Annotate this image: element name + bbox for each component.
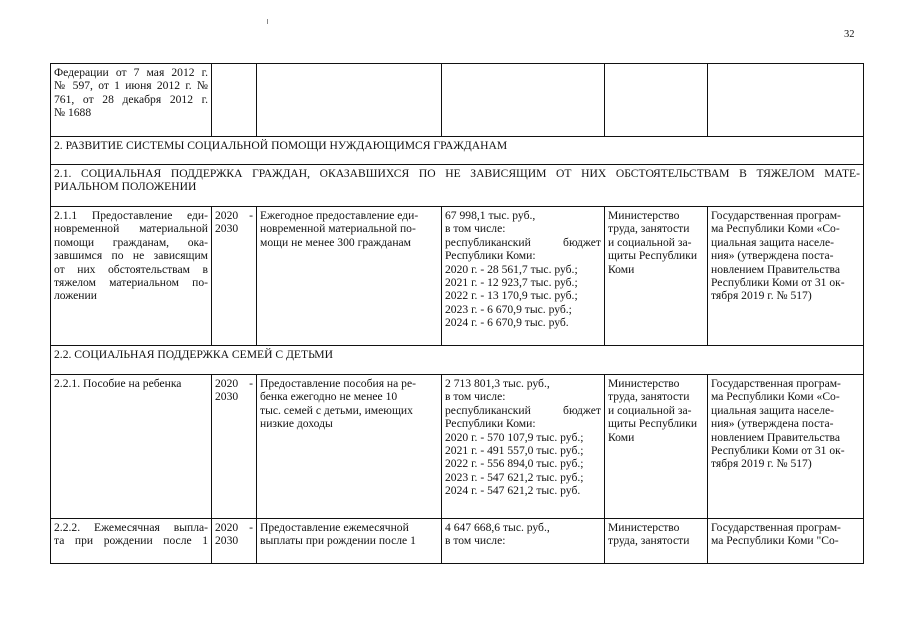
text-line: 2.2.1. Пособие на ребенка (54, 377, 182, 390)
text-line: и социальной за- (608, 235, 692, 249)
table-row-continuation (51, 64, 864, 137)
period-start-year: 2020 (215, 377, 239, 390)
text-line: в том числе: (445, 390, 506, 404)
text-line: новлением Правительства (711, 262, 841, 276)
cell-period (212, 207, 257, 346)
cell-program-document (708, 207, 864, 346)
text-line: низкие доходы (260, 417, 333, 431)
text-line: циальная защита населе- (711, 403, 834, 417)
text-line: Предоставление пособия на ре- (260, 377, 416, 390)
text-line: Республики Коми от 31 ок- (711, 444, 845, 458)
subsection-heading-2-2: 2.2. СОЦИАЛЬНАЯ ПОДДЕРЖКА СЕМЕЙ С ДЕТЬМИ (51, 346, 864, 375)
period-start-year: 2020 (215, 209, 239, 222)
text-line: Министерство (608, 209, 680, 222)
cell-period (212, 375, 257, 519)
finance-year: 2022 г. - 556 894,0 тыс. руб.; (445, 457, 584, 471)
text-line: та при рождении после 1 (54, 534, 208, 548)
text-line: новлением Правительства (711, 430, 841, 444)
legal-basis-line: № 597, от 1 июня 2012 г. № (54, 79, 208, 93)
text-line: тября 2019 г. № 517) (711, 457, 812, 471)
cell-measure-name (51, 519, 212, 564)
legal-basis-line: № 1688 (54, 106, 92, 120)
text-line: бюджет (563, 235, 601, 249)
legal-basis-line: 761, от 28 декабря 2012 г. (54, 92, 208, 106)
text-line: Республики Коми: (445, 249, 536, 263)
finance-total: 2 713 801,3 тыс. руб., (445, 377, 550, 390)
finance-year: 2023 г. - 547 621,2 тыс. руб.; (445, 470, 584, 484)
cell-legal-basis (51, 64, 212, 137)
period-end-year: 2030 (215, 390, 239, 404)
text-line: Государственная програм- (711, 377, 841, 390)
text-line: Министерство (608, 521, 680, 534)
text-line: Коми (608, 430, 635, 444)
finance-year: 2020 г. - 28 561,7 тыс. руб.; (445, 262, 578, 276)
subsection-heading-2-1 (51, 165, 864, 207)
finance-year: 2021 г. - 491 557,0 тыс. руб.; (445, 444, 584, 458)
text-line: ложении (54, 289, 97, 303)
text-line: помощи гражданам, ока- (54, 235, 208, 249)
text-line: труда, занятости (608, 390, 690, 404)
measures-table (50, 63, 864, 564)
text-line: в том числе: (445, 534, 506, 548)
text-line: Коми (608, 262, 635, 276)
finance-total: 67 998,1 тыс. руб., (445, 209, 536, 222)
text-line: бюджет (563, 403, 601, 417)
subsection-heading-row (51, 165, 864, 207)
cell-empty (708, 64, 864, 137)
text-line: новременной материальной (54, 222, 208, 236)
cell-expected-result (257, 519, 442, 564)
period-end-year: 2030 (215, 222, 239, 236)
finance-year: 2024 г. - 547 621,2 тыс. руб. (445, 484, 581, 498)
period-end-year: 2030 (215, 534, 239, 548)
text-line: тября 2019 г. № 517) (711, 289, 812, 303)
text-line: Республики Коми: (445, 417, 536, 431)
subsection-heading-line: РИАЛЬНОМ ПОЛОЖЕНИИ (54, 180, 197, 194)
cell-financing (442, 375, 605, 519)
budget-line (445, 404, 601, 417)
section-heading-row (51, 137, 864, 165)
text-line: завшимся по не зависящим (54, 249, 208, 263)
period-dash: - (249, 377, 253, 390)
text-line: от них обстоятельствам в (54, 262, 208, 276)
text-line: щиты Республики (608, 417, 698, 431)
text-line: тыс. семей с детьми, имеющих (260, 403, 413, 417)
cell-financing (442, 519, 605, 564)
period-start (215, 521, 253, 534)
text-line: ма Республики Коми «Со- (711, 390, 840, 404)
cell-program-document (708, 375, 864, 519)
text-line: тяжелом материальном по- (54, 276, 208, 290)
cell-executor (605, 375, 708, 519)
text-line: ма Республики Коми «Со- (711, 222, 840, 236)
text-line: новременной материальной по- (260, 222, 416, 236)
cell-expected-result (257, 375, 442, 519)
cell-empty (257, 64, 442, 137)
text-line: ния» (утверждена поста- (711, 417, 834, 431)
period-start (215, 377, 253, 390)
text-line: и социальной за- (608, 403, 692, 417)
text-line: труда, занятости (608, 222, 690, 236)
finance-year: 2020 г. - 570 107,9 тыс. руб.; (445, 430, 584, 444)
text-line: циальная защита населе- (711, 235, 834, 249)
text-line: мощи не менее 300 гражданам (260, 235, 412, 249)
cell-program-document (708, 519, 864, 564)
page-number: 32 (844, 29, 855, 40)
text-line: республиканский (445, 403, 531, 417)
text-line: 2.2.2. Ежемесячная выпла- (54, 521, 208, 534)
cell-executor (605, 519, 708, 564)
subsection-heading-row (51, 346, 864, 375)
cell-measure-name (51, 207, 212, 346)
cell-measure-name (51, 375, 212, 519)
text-line: бенка ежегодно не менее 10 (260, 390, 398, 404)
budget-line (445, 236, 601, 249)
period-dash: - (249, 521, 253, 534)
cell-empty (442, 64, 605, 137)
text-line: Министерство (608, 377, 680, 390)
text-line: Ежегодное предоставление еди- (260, 209, 419, 222)
cell-executor (605, 207, 708, 346)
finance-year: 2022 г. - 13 170,9 тыс. руб.; (445, 289, 578, 303)
table-row-2-2-1 (51, 375, 864, 519)
text-line: ния» (утверждена поста- (711, 249, 834, 263)
finance-year: 2021 г. - 12 923,7 тыс. руб.; (445, 276, 578, 290)
finance-year: 2023 г. - 6 670,9 тыс. руб.; (445, 302, 572, 316)
subsection-heading-line: 2.1. СОЦИАЛЬНАЯ ПОДДЕРЖКА ГРАЖДАН, ОКАЗАВШИХСЯ ПО НЕ ЗАВИСЯЩИМ ОТ НИХ ОБСТОЯТЕЛЬСТВАМ В ТЯЖЕЛОМ МАТЕ- (54, 167, 860, 180)
legal-basis-line: Федерации от 7 мая 2012 г. (54, 66, 208, 79)
scan-mark (267, 19, 268, 24)
table-row-2-1-1 (51, 207, 864, 346)
cell-empty (605, 64, 708, 137)
text-line: щиты Республики (608, 249, 698, 263)
text-line: 2.1.1 Предоставление еди- (54, 209, 208, 222)
text-line: Республики Коми от 31 ок- (711, 276, 845, 290)
section-heading: 2. РАЗВИТИЕ СИСТЕМЫ СОЦИАЛЬНОЙ ПОМОЩИ НУЖДАЮЩИМСЯ ГРАЖДАНАМ (51, 137, 864, 165)
period-start-year: 2020 (215, 521, 239, 534)
text-line: выплаты при рождении после 1 (260, 534, 416, 548)
cell-period (212, 519, 257, 564)
text-line: ма Республики Коми "Со- (711, 534, 839, 548)
text-line: Государственная програм- (711, 209, 841, 222)
table-row-2-2-2 (51, 519, 864, 564)
cell-empty (212, 64, 257, 137)
text-line: труда, занятости (608, 534, 690, 548)
finance-total: 4 647 668,6 тыс. руб., (445, 521, 550, 534)
text-line: Предоставление ежемесячной (260, 521, 409, 534)
finance-year: 2024 г. - 6 670,9 тыс. руб. (445, 316, 569, 330)
period-start (215, 209, 253, 222)
cell-expected-result (257, 207, 442, 346)
text-line: республиканский (445, 235, 531, 249)
text-line: Государственная програм- (711, 521, 841, 534)
period-dash: - (249, 209, 253, 222)
cell-financing (442, 207, 605, 346)
text-line: в том числе: (445, 222, 506, 236)
